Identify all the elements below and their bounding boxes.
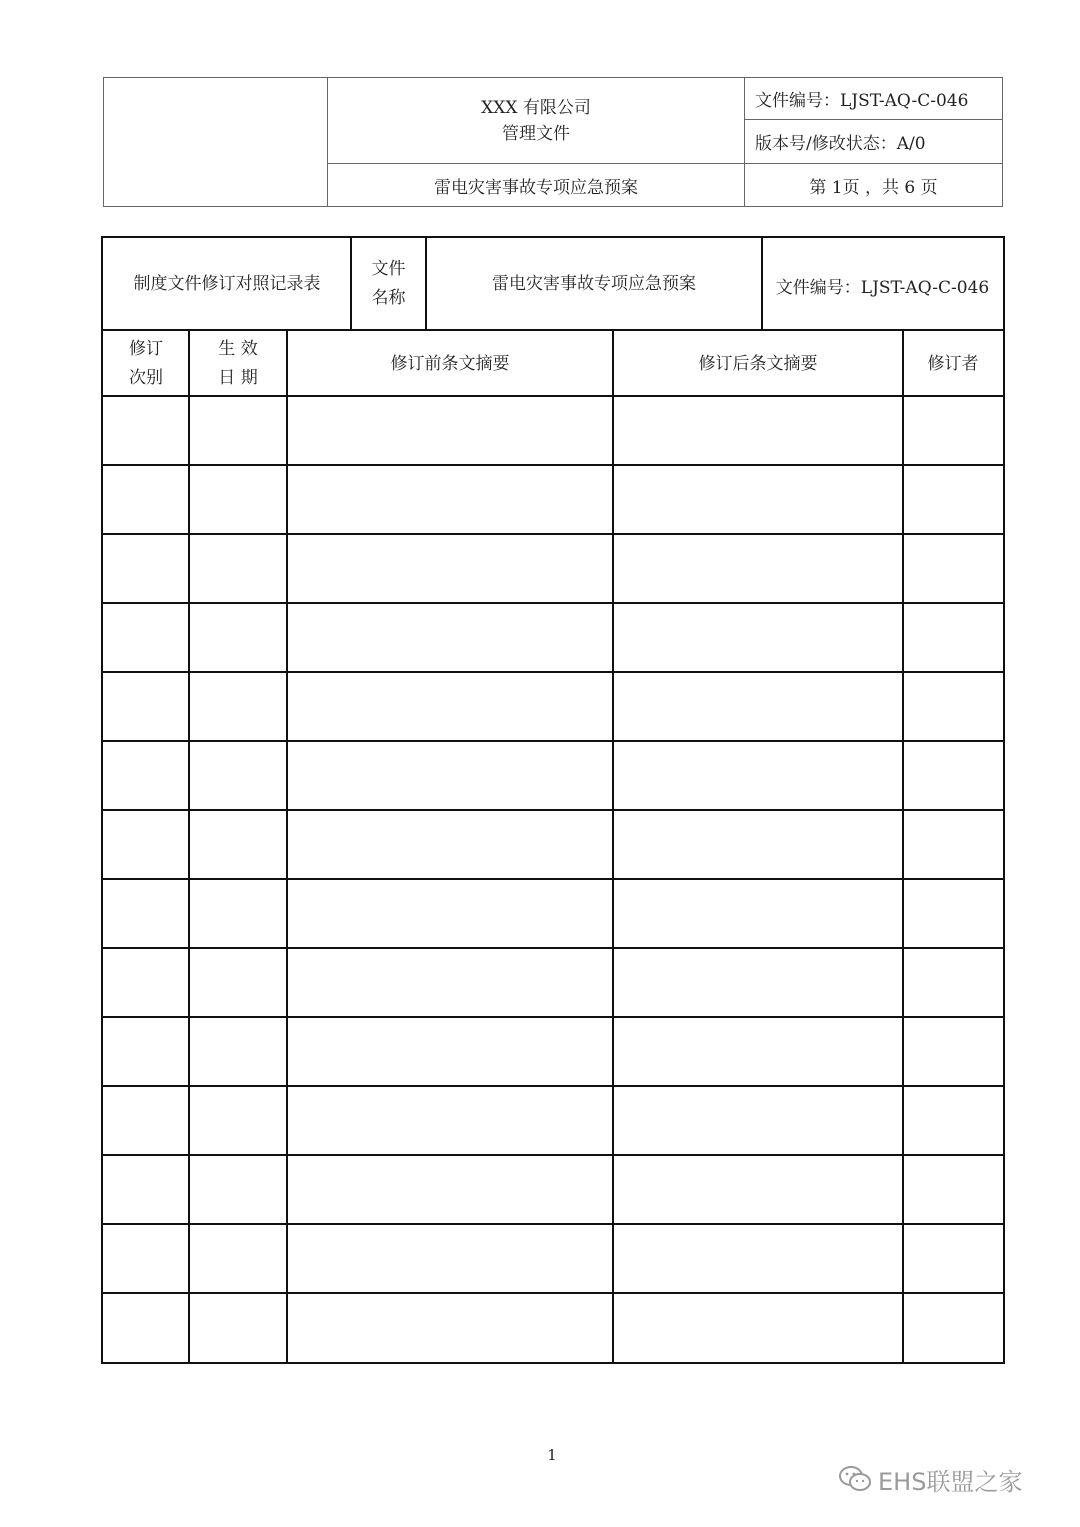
table-cell <box>903 534 1003 603</box>
wechat-icon <box>838 1465 872 1493</box>
column-header-effective-date <box>189 332 287 396</box>
page-number: 1 <box>547 1446 557 1464</box>
watermark-text: EHS联盟之家 <box>878 1467 1023 1496</box>
company-name: XXX 有限公司 <box>481 97 591 118</box>
table-cell <box>287 603 613 672</box>
table-cell <box>287 1017 613 1086</box>
table-cell <box>103 672 189 741</box>
table-cell <box>287 741 613 810</box>
version-status: 版本号/修改状态：A/0 <box>745 120 1002 164</box>
table-cell <box>903 672 1003 741</box>
table-cell <box>287 879 613 948</box>
table-cell <box>287 534 613 603</box>
table-cell <box>287 1293 613 1362</box>
table-cell <box>103 948 189 1017</box>
table-cell <box>613 465 903 534</box>
table-cell <box>189 741 287 810</box>
document-header <box>103 77 1003 207</box>
table-cell <box>287 1155 613 1224</box>
table-cell <box>903 948 1003 1017</box>
table-cell <box>613 1086 903 1155</box>
document-type: 管理文件 <box>502 123 570 144</box>
table-cell <box>613 534 903 603</box>
table-cell <box>103 396 189 465</box>
table-cell <box>189 810 287 879</box>
logo-area <box>104 78 328 206</box>
file-name-value: 雷电灾害事故专项应急预案 <box>492 273 696 294</box>
table-cell <box>189 465 287 534</box>
file-number-value: 文件编号：LJST-AQ-C-046 <box>775 277 990 298</box>
divider <box>761 238 763 330</box>
divider <box>350 238 352 330</box>
column-header-reviser: 修订者 <box>927 353 979 374</box>
column-header-revision-no <box>103 332 189 396</box>
table-cell <box>103 879 189 948</box>
table-cell <box>613 810 903 879</box>
table-cell <box>287 948 613 1017</box>
table-cell <box>613 948 903 1017</box>
table-cell <box>903 879 1003 948</box>
table-cell <box>103 534 189 603</box>
document-number: 文件编号：LJST-AQ-C-046 <box>745 78 1002 120</box>
table-cell <box>613 1224 903 1293</box>
divider <box>425 238 427 330</box>
table-cell <box>189 1224 287 1293</box>
column-header-revision-no-line1: 修订 <box>129 339 163 359</box>
table-cell <box>287 810 613 879</box>
table-cell <box>903 1017 1003 1086</box>
column-header-effective-date-line1: 生 效 <box>218 339 258 359</box>
file-name-label-line1: 文件 <box>371 259 406 279</box>
table-cell <box>103 603 189 672</box>
watermark <box>838 1462 1022 1496</box>
revision-record-table <box>101 236 1005 1364</box>
table-cell <box>903 465 1003 534</box>
table-cell <box>903 1224 1003 1293</box>
file-name-label <box>351 238 426 330</box>
table-cell <box>903 1086 1003 1155</box>
column-header-revision-no-line2: 次别 <box>129 368 163 388</box>
table-cell <box>103 465 189 534</box>
table-cell <box>903 396 1003 465</box>
table-cell <box>103 810 189 879</box>
table-cell <box>287 1224 613 1293</box>
table-cell <box>103 1086 189 1155</box>
table-cell <box>613 879 903 948</box>
table-cell <box>287 396 613 465</box>
table-cell <box>103 741 189 810</box>
table-cell <box>613 603 903 672</box>
table-cell <box>189 879 287 948</box>
table-cell <box>903 1155 1003 1224</box>
table-cell <box>613 741 903 810</box>
column-header-effective-date-line2: 日 期 <box>218 368 258 388</box>
table-cell <box>189 672 287 741</box>
table-cell <box>613 672 903 741</box>
table-cell <box>613 1155 903 1224</box>
column-header-after-summary: 修订后条文摘要 <box>698 353 818 374</box>
table-cell <box>189 948 287 1017</box>
table-cell <box>189 1155 287 1224</box>
table-cell <box>287 465 613 534</box>
table-cell <box>903 1293 1003 1362</box>
table-cell <box>103 1293 189 1362</box>
table-cell <box>103 1017 189 1086</box>
table-cell <box>287 1086 613 1155</box>
table-cell <box>903 810 1003 879</box>
column-header-before-summary: 修订前条文摘要 <box>390 353 510 374</box>
table-cell <box>903 741 1003 810</box>
header-divider <box>103 329 1003 331</box>
table-cell <box>189 534 287 603</box>
page-info: 第 1页 ，共 6 页 <box>809 177 938 198</box>
table-cell <box>613 1017 903 1086</box>
table-cell <box>613 1293 903 1362</box>
table-cell <box>103 1155 189 1224</box>
table-cell <box>189 1293 287 1362</box>
document-title: 雷电灾害事故专项应急预案 <box>328 164 745 206</box>
company-block <box>328 78 745 164</box>
table-cell <box>903 603 1003 672</box>
record-title: 制度文件修订对照记录表 <box>133 273 321 294</box>
table-cell <box>189 1086 287 1155</box>
file-name-label-line2: 名称 <box>371 288 406 308</box>
table-cell <box>613 396 903 465</box>
table-cell <box>189 1017 287 1086</box>
table-cell <box>189 603 287 672</box>
table-cell <box>287 672 613 741</box>
table-cell <box>189 396 287 465</box>
table-cell <box>103 1224 189 1293</box>
